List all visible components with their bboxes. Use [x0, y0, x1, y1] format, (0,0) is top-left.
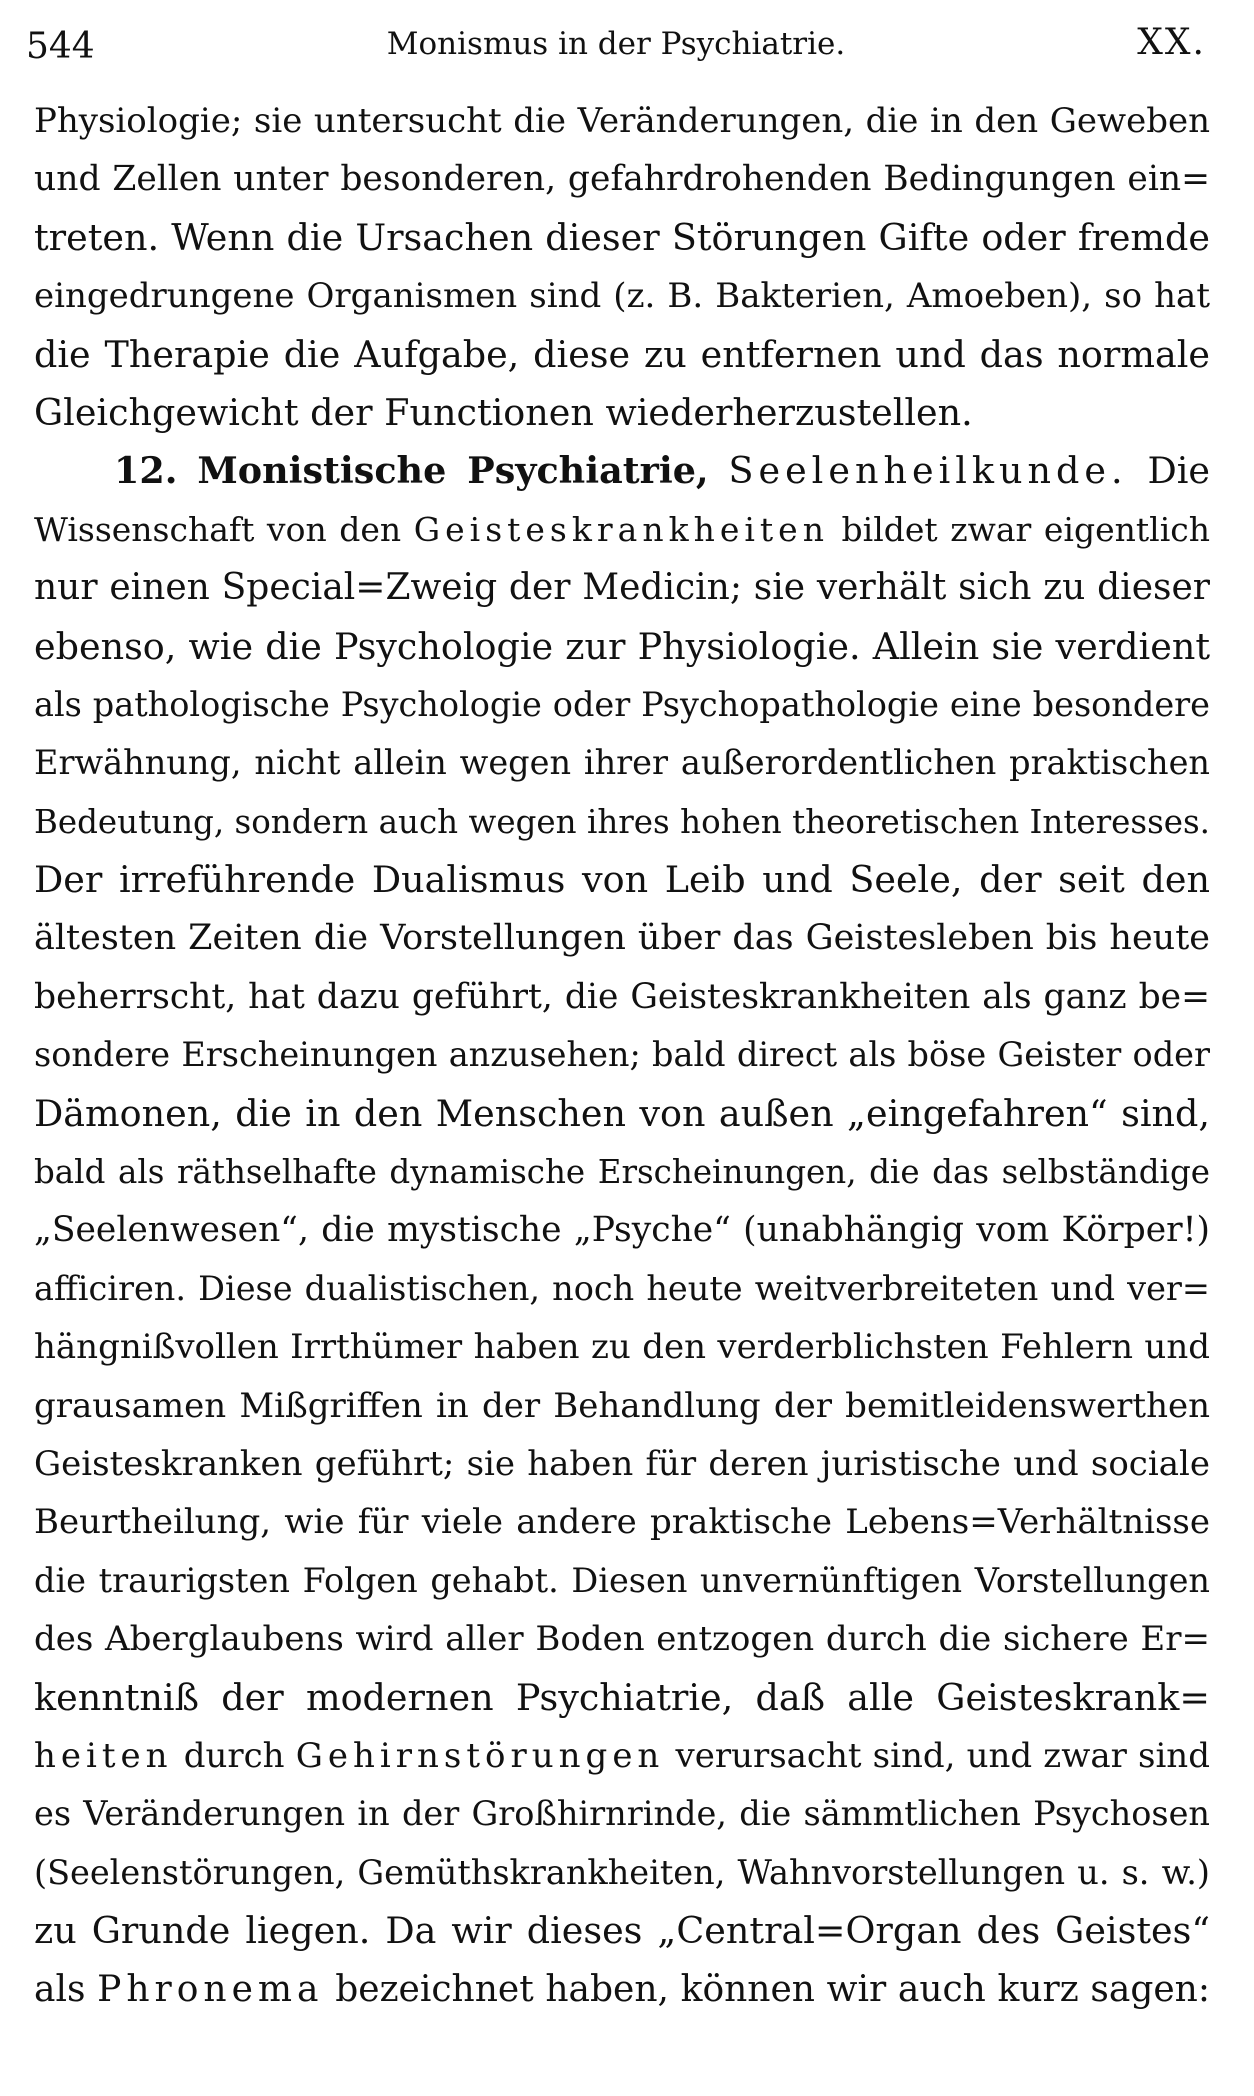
text-line: bald als räthselhafte dynamische Erscheinungen, die das selbständige	[34, 1153, 1210, 1192]
section-subheading: Seelenheilkunde.	[728, 449, 1128, 493]
text-line: Beurtheilung, wie für viele andere praktische Lebens=Verhältnisse	[34, 1502, 1210, 1543]
text-line: Bedeutung, sondern auch wegen ihres hohen theoretischen Interesses.	[34, 802, 1210, 841]
text-fragment: bildet zwar eigentlich	[841, 509, 1210, 549]
text-line: Erwähnung, nicht allein wegen ihrer außerordentlichen praktischen	[34, 743, 1210, 783]
text-line: nur einen Special=Zweig der Medicin; sie verhält sich zu dieser	[34, 567, 1210, 609]
text-line: Geisteskranken geführt; sie haben für deren juristische und sociale	[34, 1443, 1210, 1484]
text-line: hängnißvollen Irrthümer haben zu den verderblichsten Fehlern und	[34, 1327, 1210, 1368]
text-fragment: bezeichnet haben, können wir auch kurz sagen:	[335, 1968, 1210, 2010]
text-line	[34, 1961, 1210, 2019]
body-text	[34, 92, 1210, 2019]
emphasized-term: heiten	[34, 1735, 173, 1776]
text-line: beherrscht, hat dazu geführt, die Geisteskrankheiten als ganz be=	[34, 976, 1210, 1017]
text-line	[34, 501, 1210, 559]
text-line: ältesten Zeiten die Vorstellungen über das Geistesleben bis heute	[34, 918, 1210, 959]
text-line: die Therapie die Aufgabe, diese zu entfernen und das normale	[34, 332, 1210, 376]
text-line: „Seelenwesen“, die mystische „Psyche“ (unabhängig vom Körper!)	[34, 1210, 1210, 1251]
chapter-number: XX.	[1137, 22, 1206, 63]
text-line: ebenso, wie die Psychologie zur Physiologie. Allein sie verdient	[34, 624, 1210, 668]
page-header	[26, 18, 1206, 72]
text-fragment: Die	[1147, 449, 1210, 493]
text-line: und Zellen unter besonderen, gefahrdrohenden Bedingungen ein=	[34, 159, 1210, 200]
text-line: des Aberglaubens wird aller Boden entzogen durch die sichere Er=	[34, 1619, 1210, 1660]
text-line: grausamen Mißgriffen in der Behandlung der bemitleidenswerthen	[34, 1385, 1210, 1426]
text-line: als pathologische Psychologie oder Psychopathologie eine besondere	[34, 684, 1210, 724]
text-line: eingedrungene Organismen sind (z. B. Bakterien, Amoeben), so hat	[34, 276, 1210, 317]
text-fragment: Wissenschaft von den	[34, 509, 402, 549]
text-fragment: als	[34, 1968, 86, 2010]
text-line	[34, 1727, 1210, 1785]
text-line: afficiren. Diese dualistischen, noch heute weitverbreiteten und ver=	[34, 1268, 1210, 1308]
text-line: Dämonen, die in den Menschen von außen „eingefahren“ sind,	[34, 1091, 1210, 1135]
text-line: treten. Wenn die Ursachen dieser Störungen Gifte oder fremde	[34, 215, 1210, 259]
section-heading: Monistische Psychiatrie,	[197, 449, 709, 493]
text-line: sondere Erscheinungen anzusehen; bald direct als böse Geister oder	[34, 1035, 1210, 1075]
text-line: Gleichgewicht der Functionen wiederherzustellen.	[34, 390, 973, 434]
text-line: Der irreführende Dualismus von Leib und Seele, der seit den	[34, 858, 1210, 902]
section-heading-line	[34, 442, 1210, 500]
running-title: Monismus in der Psychiatrie.	[386, 26, 846, 62]
section-number: 12.	[114, 449, 178, 493]
text-fragment: verursacht sind, und zwar sind	[675, 1735, 1210, 1776]
text-line: zu Grunde liegen. Da wir dieses „Central=Organ des Geistes“	[34, 1909, 1210, 1953]
page-number: 544	[26, 26, 95, 67]
text-fragment: durch	[183, 1735, 285, 1776]
text-line: die traurigsten Folgen gehabt. Diesen unvernünftigen Vorstellungen	[34, 1560, 1210, 1600]
text-line: kenntniß der modernen Psychiatrie, daß alle Geisteskrank=	[34, 1675, 1210, 1719]
emphasized-term: Geisteskrankheiten	[413, 509, 829, 549]
text-line: Physiologie; sie untersucht die Veränderungen, die in den Geweben	[34, 101, 1210, 141]
emphasized-term: Gehirnstörungen	[295, 1735, 665, 1776]
emphasized-term: Phronema	[97, 1968, 324, 2010]
text-line: es Veränderungen in der Großhirnrinde, die sämmtlichen Psychosen	[34, 1794, 1210, 1834]
text-line: (Seelenstörungen, Gemüthskrankheiten, Wahnvorstellungen u. s. w.)	[34, 1852, 1210, 1892]
